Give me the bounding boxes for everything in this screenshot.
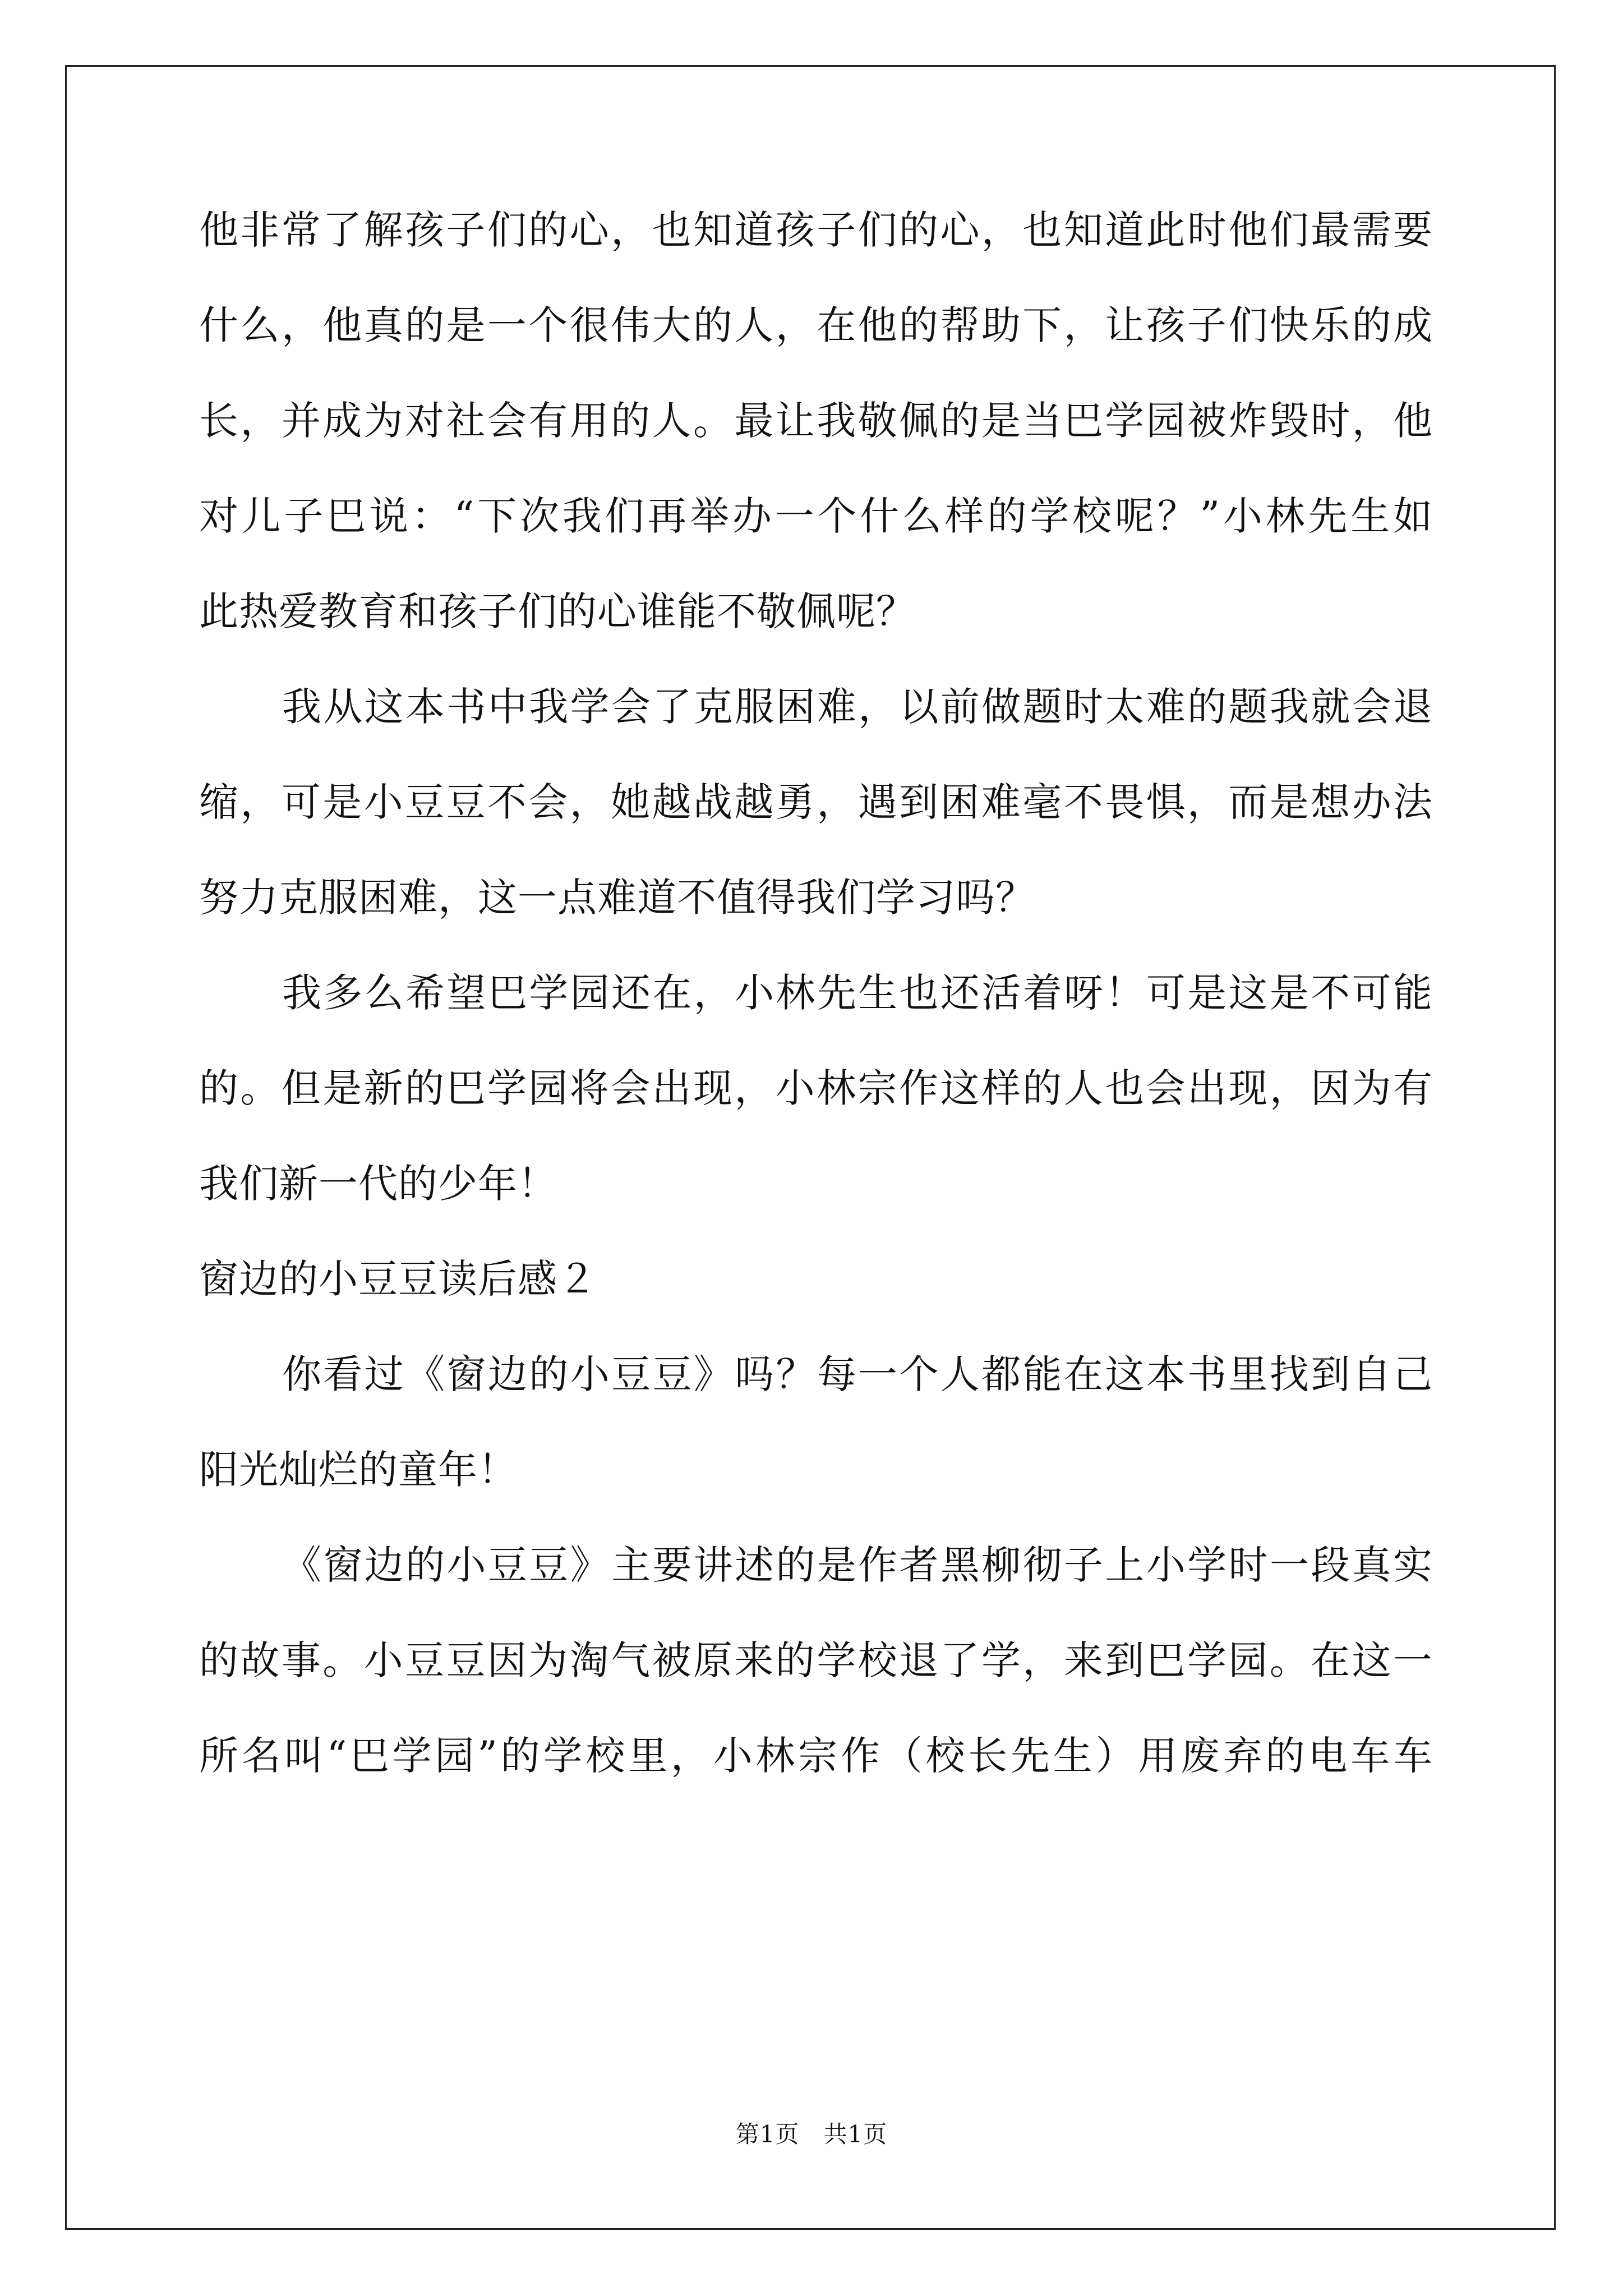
text-line: 的。但是新的巴学园将会出现，小林宗作这样的人也会出现，因为有	[199, 1065, 1433, 1111]
text-line: 你看过《窗边的小豆豆》吗？每一个人都能在这本书里找到自己	[282, 1351, 1433, 1397]
page-border	[65, 65, 1556, 2230]
text-line: 《窗边的小豆豆》主要讲述的是作者黑柳彻子上小学时一段真实	[282, 1542, 1433, 1588]
text-line: 缩，可是小豆豆不会，她越战越勇，遇到困难毫不畏惧，而是想办法	[199, 779, 1433, 825]
text-line: 我多么希望巴学园还在，小林先生也还活着呀！可是这是不可能	[282, 970, 1433, 1016]
text-line: 长，并成为对社会有用的人。最让我敬佩的是当巴学园被炸毁时，他	[199, 398, 1433, 444]
text-line: 我从这本书中我学会了克服困难，以前做题时太难的题我就会退	[282, 684, 1433, 730]
text-line: 的故事。小豆豆因为淘气被原来的学校退了学，来到巴学园。在这一	[199, 1637, 1433, 1683]
text-line: 此热爱教育和孩子们的心谁能不敬佩呢？	[199, 588, 916, 634]
text-line: 他非常了解孩子们的心，也知道孩子们的心，也知道此时他们最需要	[199, 207, 1433, 253]
page-footer: 第1页 共1页	[735, 2120, 888, 2148]
text-line: 所名叫“巴学园”的学校里，小林宗作（校长先生）用废弃的电车车	[199, 1733, 1433, 1779]
text-line: 努力克服困难，这一点难道不值得我们学习吗？	[199, 875, 1035, 921]
section-heading: 窗边的小豆豆读后感２	[199, 1256, 597, 1302]
text-line: 对儿子巴说：“下次我们再举办一个什么样的学校呢？”小林先生如	[199, 493, 1433, 539]
text-line: 什么，他真的是一个很伟大的人，在他的帮助下，让孩子们快乐的成	[199, 302, 1433, 348]
text-line: 我们新一代的少年！	[199, 1161, 557, 1207]
text-line: 阳光灿烂的童年！	[199, 1447, 518, 1493]
